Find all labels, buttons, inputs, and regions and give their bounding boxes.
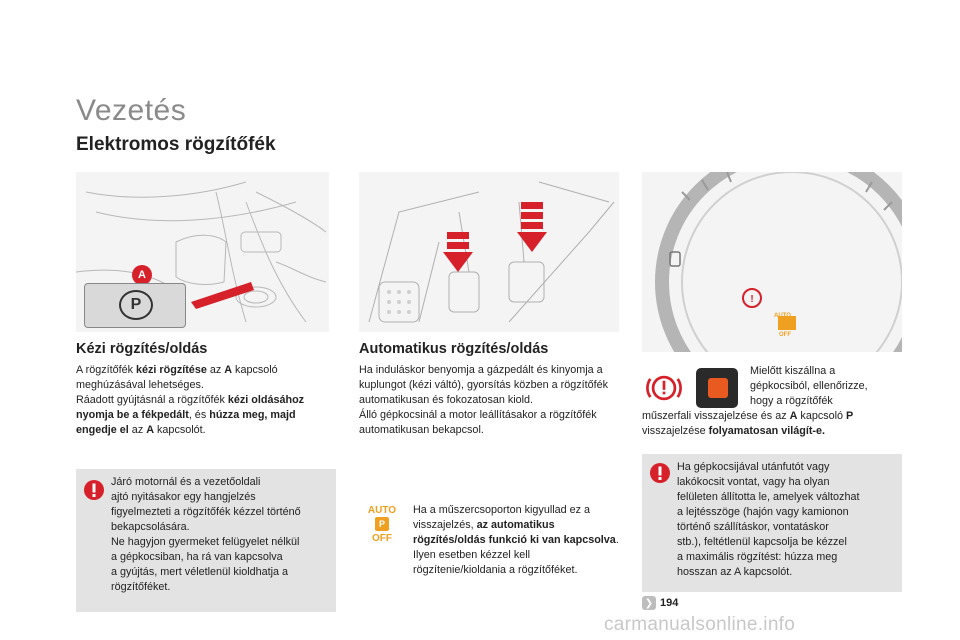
pedals-drawing <box>359 172 619 332</box>
auto-label: AUTO <box>367 505 397 516</box>
auto-off-indicator-icon <box>367 506 397 548</box>
right-text-narrow: Mielőtt kiszállna a gépkocsiból, ellenőrizze, hogy a rögzítőfék <box>750 365 868 407</box>
section-title: Elektromos rögzítőfék <box>76 134 276 155</box>
pedals-illustration <box>359 172 619 332</box>
parking-brake-warning-icon <box>644 368 684 408</box>
auto-heading: Automatikus rögzítés/oldás <box>359 341 549 357</box>
brake-switch-panel <box>84 283 186 328</box>
page-title: Vezetés <box>76 94 187 127</box>
svg-text:!: ! <box>750 294 754 305</box>
cluster-off-label: OFF <box>779 332 791 338</box>
manual-heading: Kézi rögzítés/oldás <box>76 341 208 357</box>
warning-exclamation-icon <box>649 462 671 484</box>
manual-warning-text: Járó motornál és a vezetőoldali ajtó nyitásakor egy hangjelzés figyelmezteti a rögzítőfék kézzel történő bekapcsolására. Ne hagyjon gyermeket felügyelet nélkül a gépkocsiban, ha rá van kapcsolva a gyújtás, mert véletlenül kioldhatja a rögzítőféket. <box>111 476 301 593</box>
parking-brake-p-icon: P <box>119 290 153 320</box>
brake-switch-p-icon <box>696 368 738 408</box>
trailer-warning-text: Ha gépkocsijával utánfutót vagy lakókocsit vontat, vagy ha olyan felületen állította le, amelyek változhat a lejtésszöge (hajón vagy kamionon történő szállításkor, vontatáskor stb.), feltétlenül kapcsolja be kézzel a maximális rögzítést: húzza meg hosszan az A kapcsolót. <box>677 461 860 578</box>
warning-exclamation-icon <box>83 479 105 501</box>
manual-text: A rögzítőfék kézi rögzítése az A kapcsoló meghúzásával lehetséges. Ráadott gyújtásnál a rögzítőfék kézi oldásához nyomja be a fékpedált, és húzza meg, majd engedje el az A kapcsolót. <box>76 364 305 436</box>
right-icons <box>642 366 742 410</box>
auto-text: Ha induláskor benyomja a gázpedált és kinyomja a kuplungot (kézi váltó), gyorsítás közben a rögzítőfék automatikusan és fokozatosan kiold. Álló gépkocsinál a motor leállításakor a rögzítőfék automatikusan bekapcsol. <box>359 364 609 436</box>
auto-off-p-symbol: P <box>375 517 389 531</box>
page-number <box>642 596 678 610</box>
next-page-arrow-icon[interactable]: ❯ <box>642 596 656 610</box>
page-number-text: 194 <box>660 597 679 609</box>
cluster-auto-label: AUTO <box>774 313 791 319</box>
manual-warning-box <box>76 469 336 612</box>
watermark: carmanualsonline.info <box>604 614 796 635</box>
right-text-wide: műszerfali visszajelzése és az A kapcsoló P visszajelzése folyamatosan világít-e. <box>642 410 854 437</box>
parking-brake-switch-illustration <box>76 172 329 332</box>
cluster-drawing <box>642 172 902 352</box>
auto-info-text: Ha a műszercsoporton kigyullad ez a visszajelzés, az automatikus rögzítés/oldás funkció ki van kapcsolva. Ilyen esetben kézzel kell rögzítenie/kioldania a rögzítőféket. <box>413 504 619 576</box>
callout-a: A <box>132 265 152 285</box>
trailer-warning-box <box>642 454 902 592</box>
instrument-cluster-illustration <box>642 172 902 352</box>
off-label: OFF <box>372 533 392 544</box>
